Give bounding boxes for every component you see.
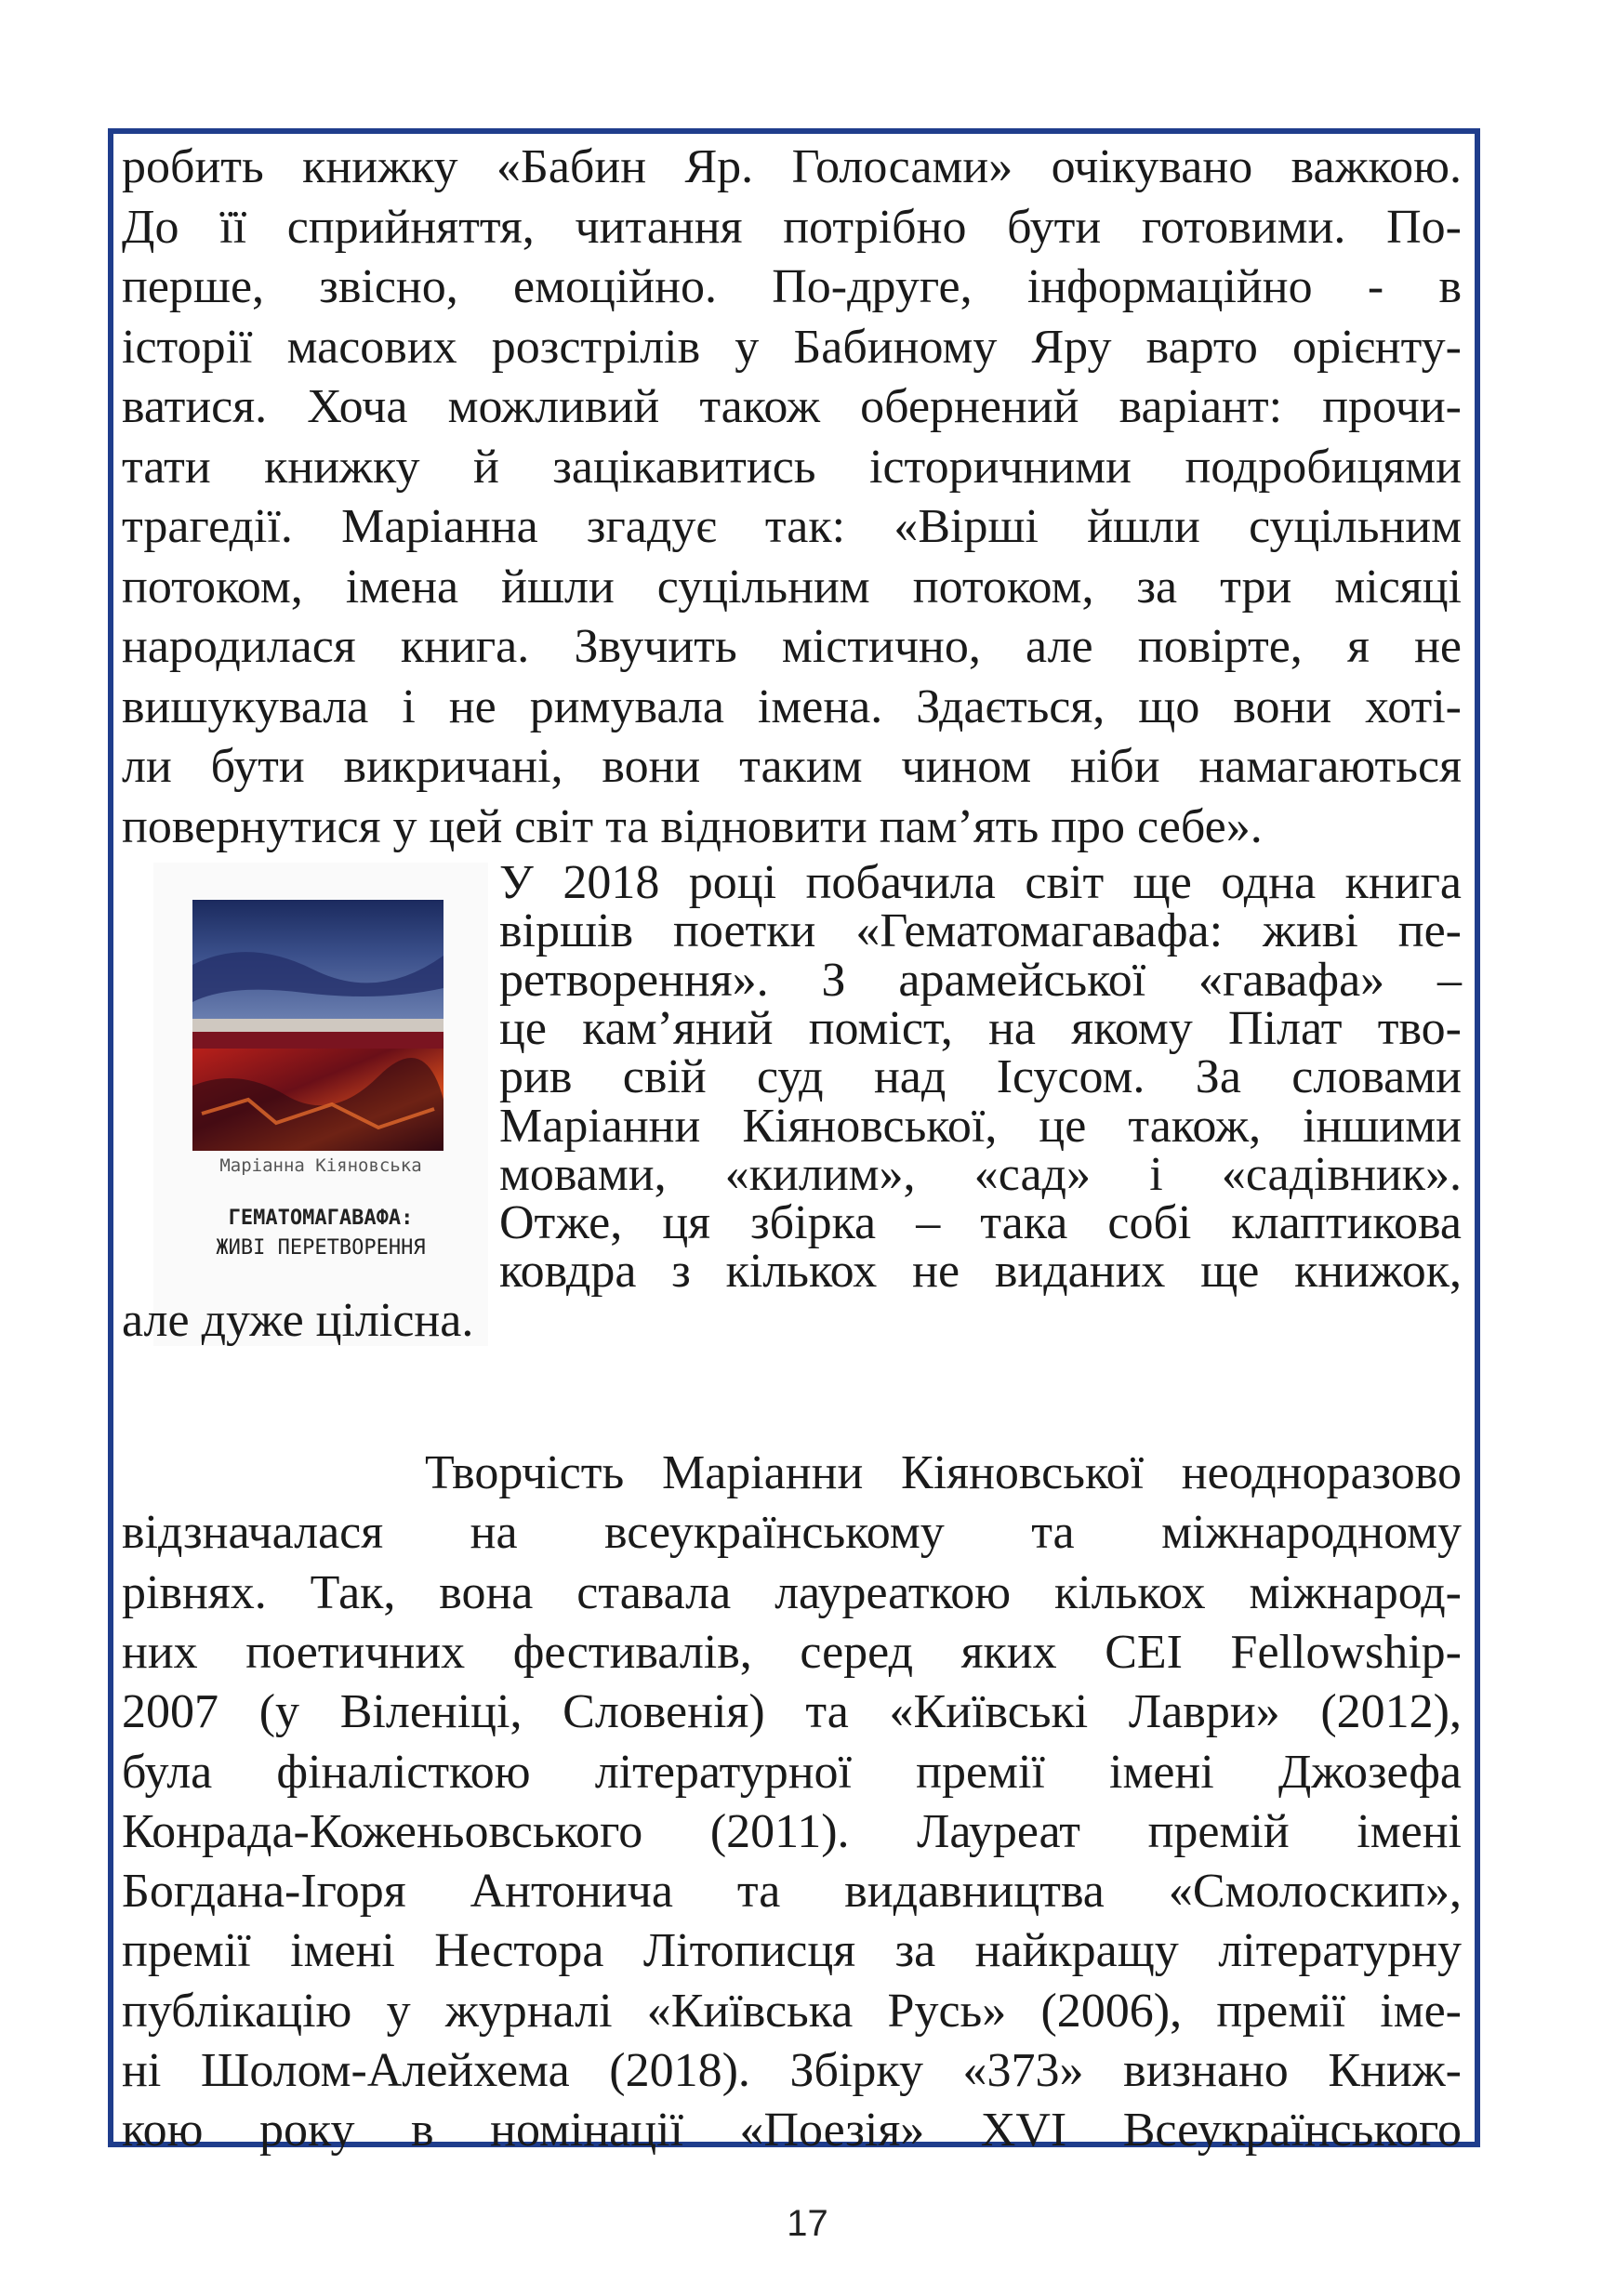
text-line: відзначалася на всеукраїнському та міжнародному [122,1506,1462,1560]
text-line: Творчість Маріанни Кіяновської неодноразово [122,1446,1462,1499]
text-line: віршів поетки «Гематомагавафа: живі пе- [499,904,1462,958]
text-line: робить книжку «Бабин Яр. Голосами» очікувано важкою. [122,140,1462,193]
text-line: перше, звісно, емоційно. По-друге, інформаційно - в [122,260,1462,313]
text-line: Отже, ця збірка – така собі клаптикова [499,1196,1462,1250]
text-line: ковдра з кількох не виданих ще книжок, [499,1245,1462,1299]
text-line: Богдана-Ігоря Антонича та видавництва «Смолоскип», [122,1865,1462,1919]
text-line: ли бути викричані, вони таким чином ніби намагаються [122,740,1462,793]
text-line: народилася книга. Звучить містично, але повірте, я не [122,620,1462,673]
cover-subtitle: ЖИВІ ПЕРЕТВОРЕННЯ [216,1236,426,1260]
text-line: ні Шолом-Алейхема (2018). Збірку «373» визнано Книж- [122,2044,1462,2097]
text-line: рив свій суд над Ісусом. За словами [499,1050,1462,1104]
text-line: вишукувала і не римувала імена. Здається, що вони хоті- [122,680,1462,733]
text-line: трагедії. Маріанна згадує так: «Вірші йшли суцільним [122,500,1462,553]
text-line: була фіналісткою літературної премії імені Джозефа [122,1745,1462,1799]
text-line: це кам’яний поміст, на якому Пілат тво- [499,1001,1462,1055]
text-line: публікацію у журналі «Київська Русь» (2006), премії іме- [122,1984,1462,2038]
text-line: рівнях. Так, вона ставала лауреаткою кількох міжнарод- [122,1565,1462,1619]
text-line: Конрада-Коженьовського (2011). Лауреат премій імені [122,1804,1462,1858]
text-line: До її сприйняття, читання потрібно бути готовими. По- [122,200,1462,254]
text-line: повернутися у цей світ та відновити пам’ять про себе». [122,799,1263,853]
cover-artwork [192,900,443,1151]
text-line: них поетичних фестивалів, серед яких CEI Fellowship- [122,1625,1462,1679]
cover-author: Маріанна Кіяновська [219,1155,422,1176]
text-line: ретворення». З арамейської «гавафа» – [499,953,1462,1007]
text-line: ватися. Хоча можливий також обернений варіант: прочи- [122,380,1462,433]
text-line: потоком, імена йшли суцільним потоком, за три місяці [122,560,1462,614]
text-line: 2007 (у Віленіці, Словенія) та «Київські Лаври» (2012), [122,1685,1462,1739]
book-cover-image [153,863,488,1346]
text-line: мовами, «килим», «сад» і «садівник». [499,1147,1462,1201]
text-line: кою року в номінації «Поезія» XVI Всеукраїнського [122,2104,1462,2157]
text-line: історії масових розстрілів у Бабиному Яру варто орієнту- [122,320,1462,374]
text-line: але дуже цілісна. [122,1293,474,1347]
text-line: тати книжку й зацікавитись історичними подробицями [122,440,1462,494]
text-line: У 2018 році побачила світ ще одна книга [499,856,1462,909]
text-line: премії імені Нестора Літописця за найкращу літературну [122,1924,1462,1978]
text-line: Маріанни Кіяновської, це також, іншими [499,1099,1462,1153]
page-number: 17 [787,2203,828,2244]
cover-title: ГЕМАТОМАГАВАФА: [228,1207,414,1230]
